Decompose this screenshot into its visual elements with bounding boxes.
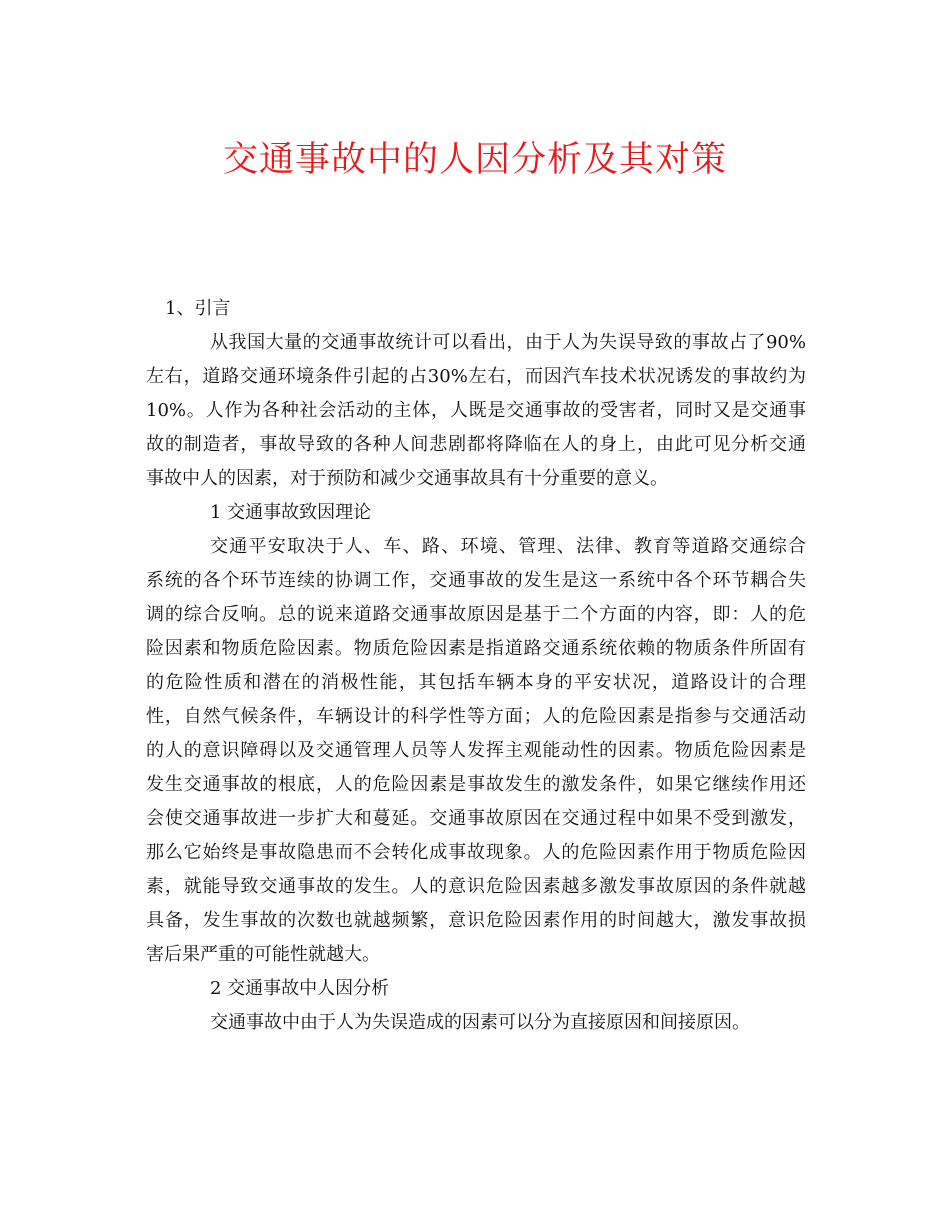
- paragraph-line: 会使交通事故进一步扩大和蔓延。交通事故原因在交通过程中如果不受到激发，: [146, 808, 806, 829]
- paragraph-line: 从我国大量的交通事故统计可以看出，由于人为失误导致的事故占了90%: [210, 332, 806, 353]
- document-body: [146, 292, 806, 1040]
- section-heading-introduction: 1、引言: [165, 298, 231, 319]
- document-title: 交通事故中的人因分析及其对策: [222, 140, 727, 180]
- paragraph-line: 事故中人的因素，对于预防和减少交通事故具有十分重要的意义。: [146, 468, 668, 489]
- subheading-human-factor-analysis: 2 交通事故中人因分析: [210, 978, 390, 999]
- paragraph-line: 左右，道路交通环境条件引起的占30%左右，而因汽车技术状况诱发的事故约为: [146, 366, 806, 387]
- paragraph-line: 故的制造者，事故导致的各种人间悲剧都将降临在人的身上，由此可见分析交通: [146, 434, 806, 455]
- paragraph-line: 素，就能导致交通事故的发生。人的意识危险因素越多激发事故原因的条件就越: [146, 876, 806, 897]
- paragraph-line: 调的综合反响。总的说来道路交通事故原因是基于二个方面的内容，即：人的危: [146, 604, 806, 625]
- paragraph-line: 险因素和物质危险因素。物质危险因素是指道路交通系统依赖的物质条件所固有: [146, 638, 806, 659]
- analysis-paragraph: 交通事故中由于人为失误造成的因素可以分为直接原因和间接原因。: [210, 1012, 750, 1033]
- paragraph-line: 交通平安取决于人、车、路、环境、管理、法律、教育等道路交通综合: [210, 536, 806, 557]
- intro-paragraph: [146, 326, 806, 496]
- subheading-accident-theory: 1 交通事故致因理论: [210, 502, 372, 523]
- paragraph-line: 10%。人作为各种社会活动的主体，人既是交通事故的受害者，同时又是交通事: [146, 400, 806, 421]
- paragraph-line: 发生交通事故的根底，人的危险因素是事故发生的激发条件，如果它继续作用还: [146, 774, 806, 795]
- paragraph-line: 那么它始终是事故隐患而不会转化成事故现象。人的危险因素作用于物质危险因: [146, 842, 806, 863]
- paragraph-line: 具备，发生事故的次数也就越频繁，意识危险因素作用的时间越大，激发事故损: [146, 910, 806, 931]
- paragraph-line: 害后果严重的可能性就越大。: [146, 944, 380, 965]
- paragraph-line: 的人的意识障碍以及交通管理人员等人发挥主观能动性的因素。物质危险因素是: [146, 740, 806, 761]
- paragraph-line: 系统的各个环节连续的协调工作，交通事故的发生是这一系统中各个环节耦合失: [146, 570, 806, 591]
- theory-paragraph: [146, 530, 806, 972]
- paragraph-line: 性，自然气候条件，车辆设计的科学性等方面；人的危险因素是指参与交通活动: [146, 706, 806, 727]
- paragraph-line: 的危险性质和潜在的消极性能，其包括车辆本身的平安状况，道路设计的合理: [146, 672, 806, 693]
